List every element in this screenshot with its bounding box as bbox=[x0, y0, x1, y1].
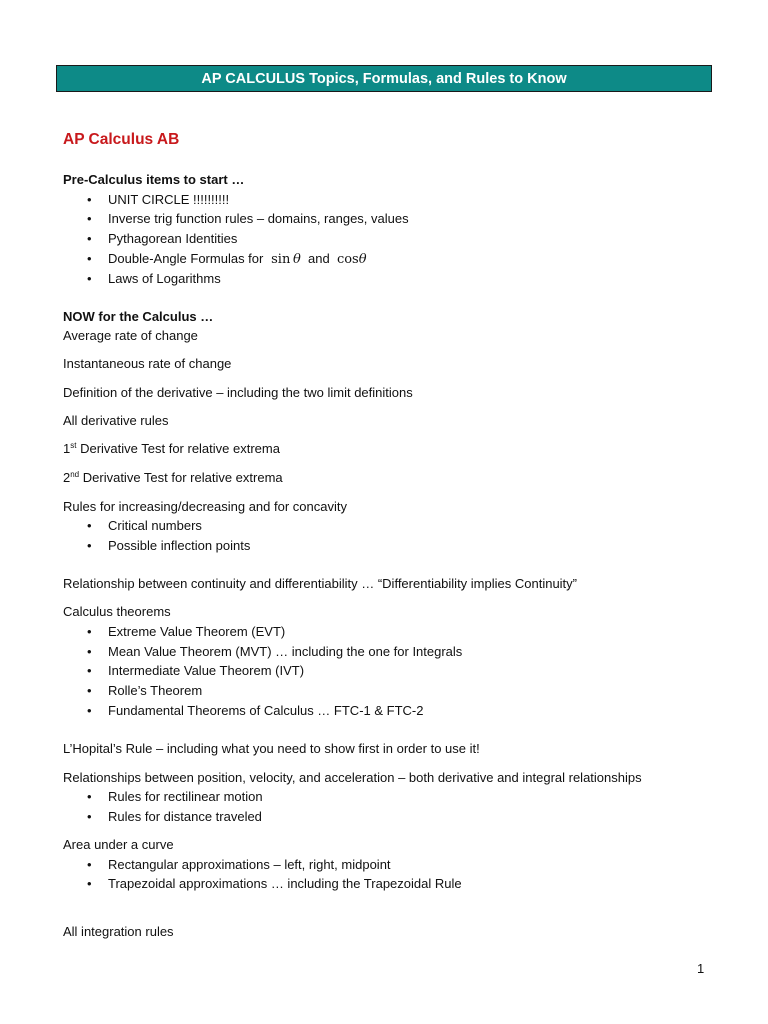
document-title-banner: AP CALCULUS Topics, Formulas, and Rules to Know bbox=[56, 65, 712, 92]
pva-text: Relationships between position, velocity, and acceleration – both derivative and integral relationships bbox=[63, 770, 642, 785]
integration-text: All integration rules bbox=[63, 924, 174, 939]
and-text: and bbox=[308, 251, 330, 266]
def-derivative-text: Definition of the derivative – including the two limit definitions bbox=[63, 385, 413, 400]
formula-sin-theta: sin θ bbox=[271, 252, 301, 267]
calculus-heading: NOW for the Calculus … bbox=[63, 309, 214, 324]
avg-rate-text: Average rate of change bbox=[63, 328, 198, 343]
precalc-heading: Pre-Calculus items to start … bbox=[63, 172, 245, 187]
continuity-text: Relationship between continuity and differentiability … “Differentiability implies Continuity” bbox=[63, 576, 578, 591]
first-derivative-test: 1st Derivative Test for relative extrema bbox=[63, 441, 280, 456]
list-item-text: Double-Angle Formulas for bbox=[108, 251, 264, 266]
section-title: AP Calculus AB bbox=[63, 131, 180, 148]
inc-dec-text: Rules for increasing/decreasing and for concavity bbox=[63, 499, 347, 514]
formula-cos-theta: cosθ bbox=[336, 252, 367, 267]
lhopital-text: L’Hopital’s Rule – including what you need to show first in order to use it! bbox=[63, 741, 480, 756]
inst-rate-text: Instantaneous rate of change bbox=[63, 356, 232, 371]
theorems-heading: Calculus theorems bbox=[63, 604, 171, 619]
page-number: 1 bbox=[697, 961, 705, 976]
area-text: Area under a curve bbox=[63, 837, 174, 852]
second-derivative-test: 2nd Derivative Test for relative extrema bbox=[63, 470, 283, 485]
all-derivative-text: All derivative rules bbox=[63, 413, 169, 428]
